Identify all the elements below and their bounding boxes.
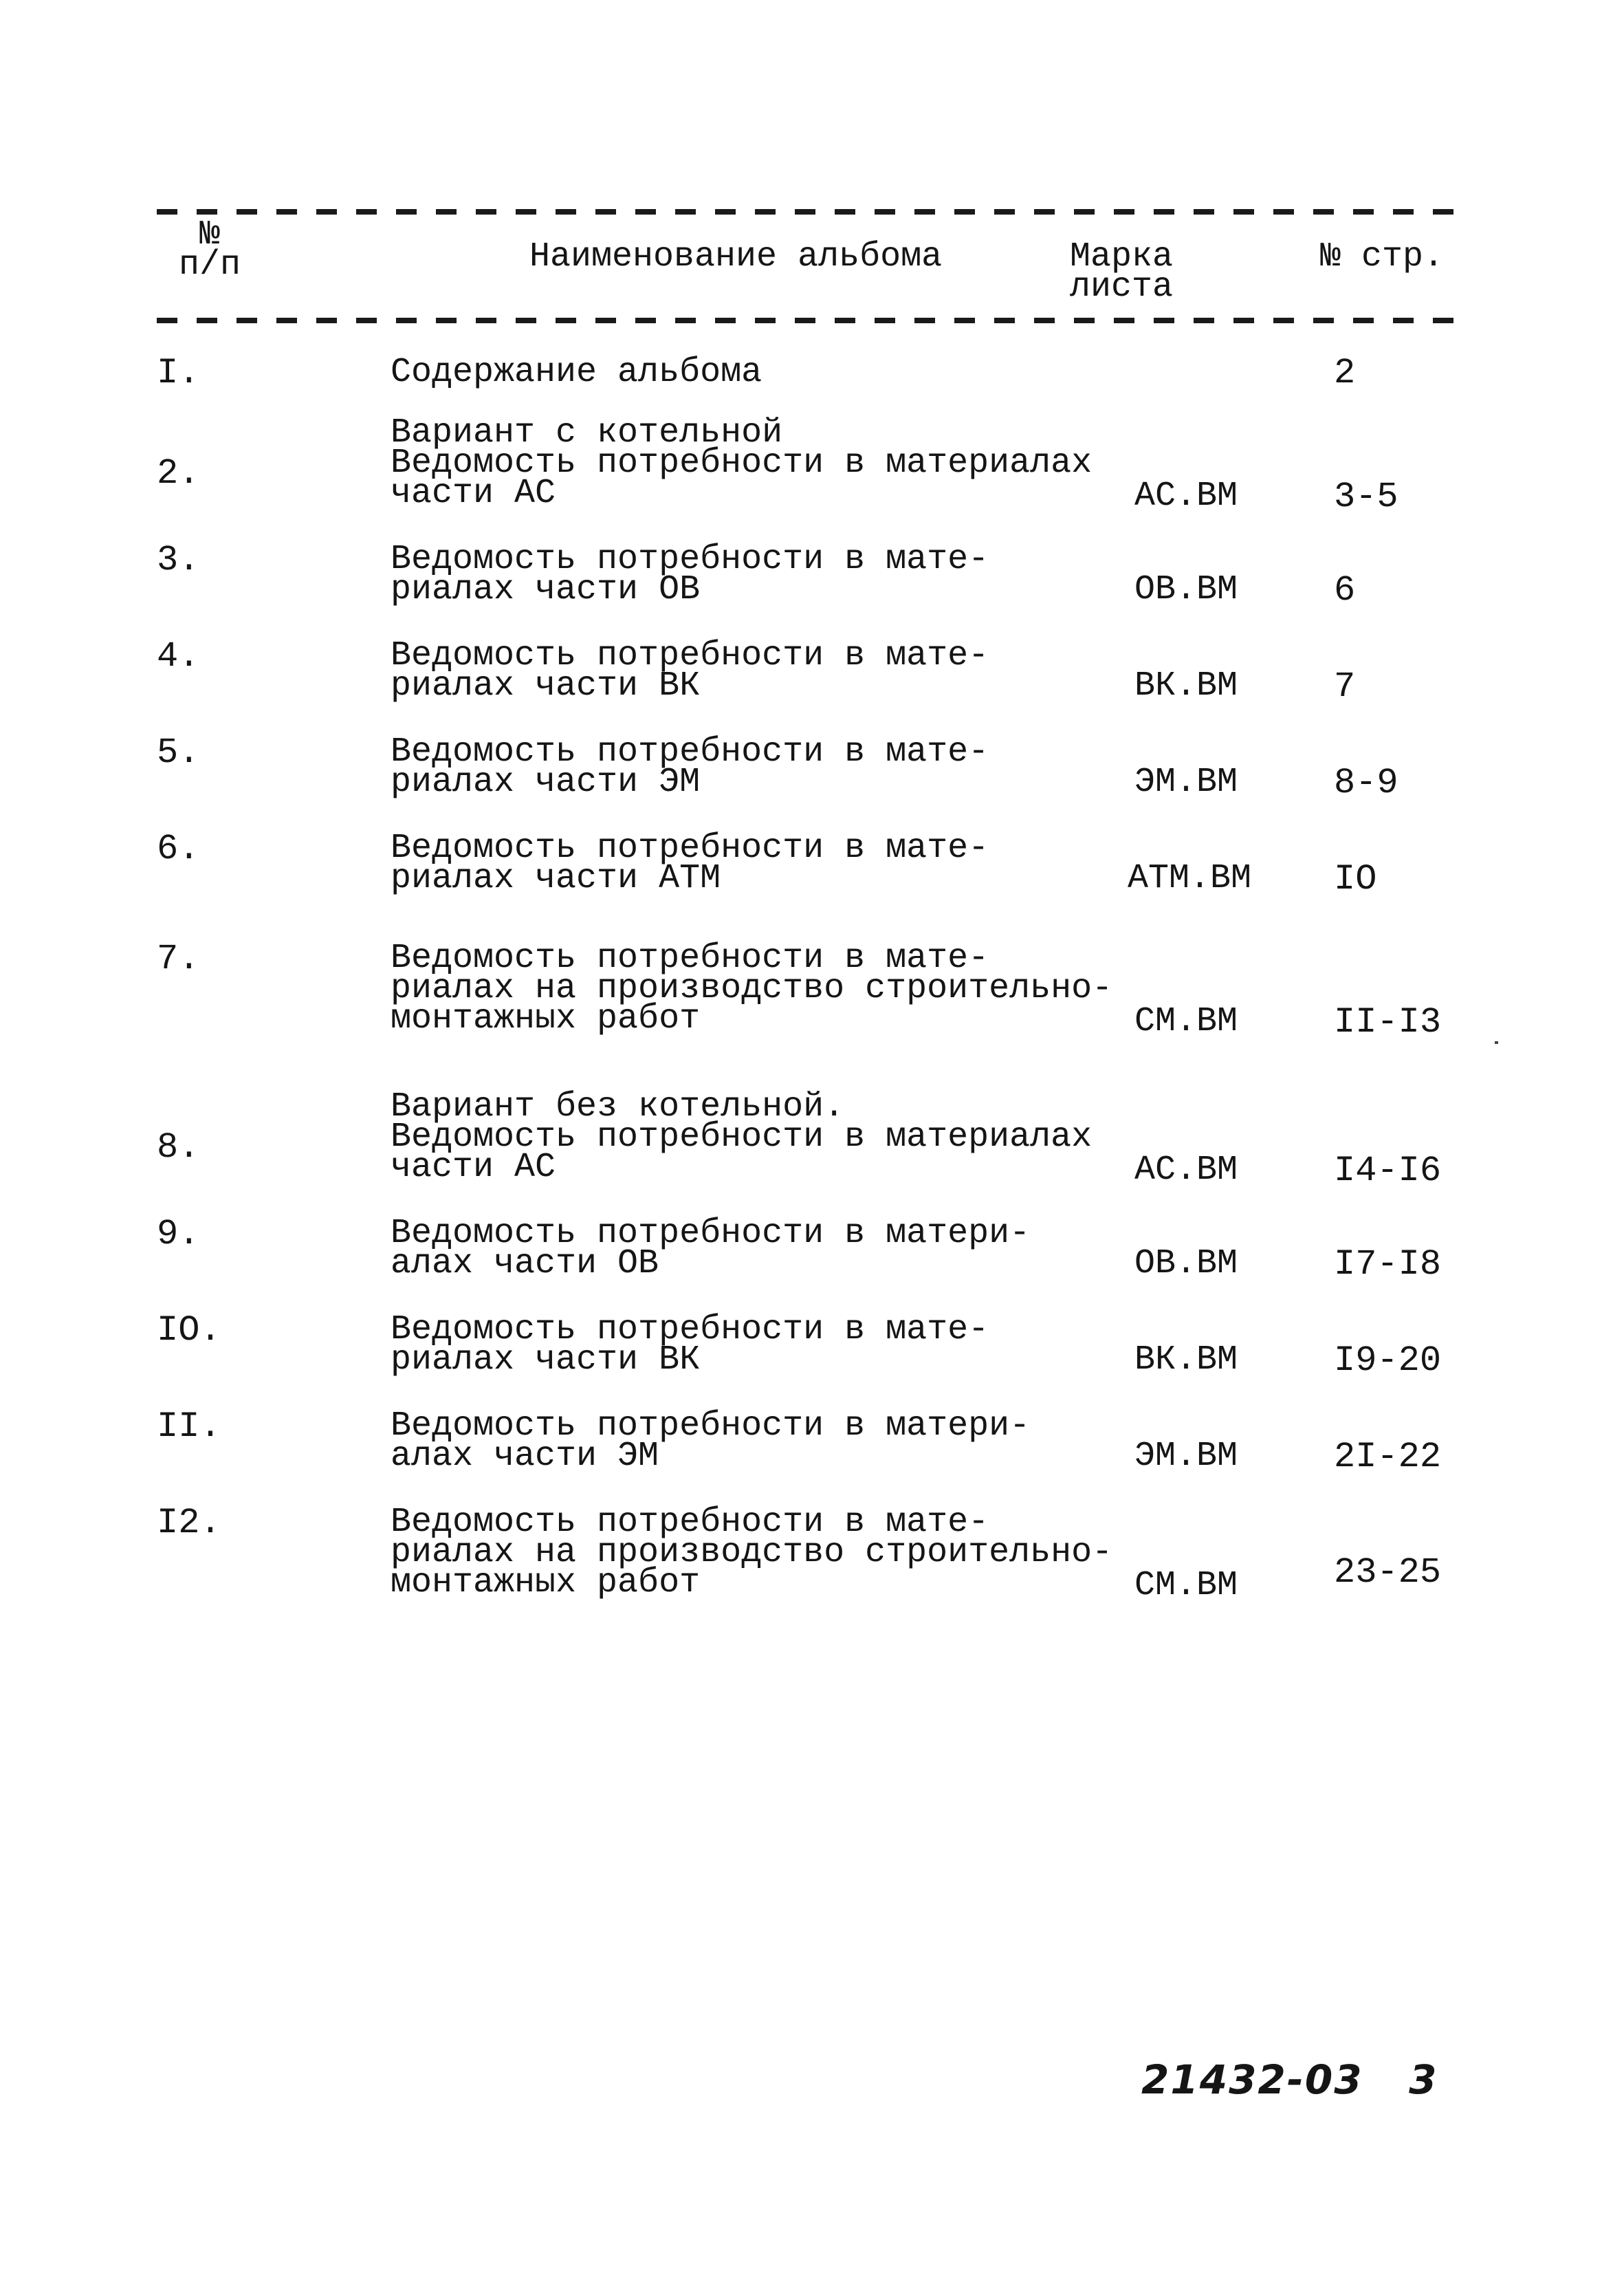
album-name	[391, 413, 1106, 513]
row-number: II.	[157, 1406, 221, 1447]
header-sheet-mark-column: Марка листа	[1070, 237, 1174, 307]
sheet-mark: АТМ.ВМ	[1128, 859, 1252, 898]
row-number: 6.	[157, 829, 200, 869]
album-name-line: Ведомость потребности в матери-	[391, 1214, 1031, 1253]
header-bottom-dashed-rule	[157, 318, 1470, 323]
album-name-line: риалах на производство строительно-	[391, 969, 1113, 1008]
album-name-line: Ведомость потребности в материалах	[391, 1118, 1093, 1157]
page-number: I7-I8	[1334, 1244, 1442, 1285]
album-name-line: Ведомость потребности в мате-	[391, 939, 989, 978]
album-name	[391, 1406, 1106, 1476]
album-name	[391, 732, 1106, 802]
page-number: 23-25	[1334, 1552, 1442, 1593]
album-name-line: Ведомость потребности в матери-	[391, 1406, 1031, 1446]
album-name-line: риалах части ВК	[391, 1340, 701, 1380]
page-number: 2	[1334, 353, 1356, 393]
album-name-line: Ведомость потребности в мате-	[391, 829, 989, 868]
album-name-line: алах части ЭМ	[391, 1437, 659, 1476]
page-number: 7	[1334, 666, 1356, 707]
album-name	[391, 1214, 1106, 1283]
album-name-line: Содержание альбома	[391, 353, 762, 392]
sheet-mark: ВК.ВМ	[1134, 666, 1238, 706]
row-number: 9.	[157, 1214, 200, 1254]
album-name-line: Ведомость потребности в мате-	[391, 1310, 989, 1349]
album-name	[391, 1503, 1113, 1602]
sheet-mark: СМ.ВМ	[1134, 1002, 1238, 1041]
sheet-mark: АС.ВМ	[1134, 1151, 1238, 1190]
album-name-line: Ведомость потребности в материалах	[391, 444, 1093, 483]
album-name-line: части АС	[391, 474, 556, 513]
row-number: 8.	[157, 1127, 200, 1168]
sheet-number: 3	[1409, 2056, 1438, 2103]
page-number: 6	[1334, 570, 1356, 611]
page-number: I9-20	[1334, 1340, 1442, 1381]
album-name-line: Ведомость потребности в мате-	[391, 1503, 989, 1542]
sheet-mark: ЭМ.ВМ	[1134, 763, 1238, 802]
album-name-line: риалах части ОВ	[391, 570, 701, 609]
album-name-line: части АС	[391, 1148, 556, 1187]
row-number: I2.	[157, 1503, 221, 1543]
header-page-column: № стр.	[1320, 237, 1445, 276]
row-number: 7.	[157, 939, 200, 979]
page-number: 2I-22	[1334, 1437, 1442, 1477]
row-number: 4.	[157, 636, 200, 677]
sheet-mark: ЭМ.ВМ	[1134, 1437, 1238, 1476]
album-name-line: Ведомость потребности в мате-	[391, 636, 989, 675]
album-name-line: Вариант без котельной.	[391, 1087, 845, 1126]
page-number: 8-9	[1334, 763, 1398, 803]
album-name-line: Ведомость потребности в мате-	[391, 732, 989, 772]
album-name	[391, 829, 1106, 898]
album-name-line: Ведомость потребности в мате-	[391, 540, 989, 579]
album-name-line: монтажных работ	[391, 999, 701, 1038]
sheet-mark: СМ.ВМ	[1134, 1566, 1238, 1605]
album-name	[391, 1087, 1106, 1187]
album-name	[391, 636, 1106, 706]
sheet-mark: ОВ.ВМ	[1134, 1244, 1238, 1283]
document-code: 21432-03	[1141, 2056, 1363, 2103]
album-name-line: монтажных работ	[391, 1563, 701, 1602]
row-number: 2.	[157, 453, 200, 494]
album-name	[391, 353, 1106, 392]
row-number: 3.	[157, 540, 200, 580]
page-number: 3-5	[1334, 477, 1398, 517]
page-number: II-I3	[1334, 1002, 1442, 1043]
row-number: 5.	[157, 732, 200, 773]
album-name	[391, 540, 1106, 609]
album-name	[391, 939, 1113, 1038]
sheet-mark: ВК.ВМ	[1134, 1340, 1238, 1380]
album-name-line: алах части ОВ	[391, 1244, 659, 1283]
album-name	[391, 1310, 1106, 1380]
document-code-footer	[1141, 2056, 1438, 2103]
album-name-line: риалах части ВК	[391, 666, 701, 706]
page-number: I4-I6	[1334, 1151, 1442, 1191]
header-number-column: № п/п	[178, 215, 241, 285]
scan-speck	[1495, 1041, 1498, 1044]
row-number: I.	[157, 353, 200, 393]
page-number: IO	[1334, 859, 1377, 900]
sheet-mark: АС.ВМ	[1134, 477, 1238, 516]
header-album-name-column: Наименование альбома	[529, 237, 943, 276]
row-number: IO.	[157, 1310, 221, 1351]
album-name-line: риалах части ЭМ	[391, 763, 701, 802]
album-name-line: риалах части АТМ	[391, 859, 721, 898]
album-name-line: Вариант с котельной	[391, 413, 783, 453]
sheet-mark: ОВ.ВМ	[1134, 570, 1238, 609]
header-top-dashed-rule	[157, 209, 1470, 215]
album-name-line: риалах на производство строительно-	[391, 1533, 1113, 1572]
